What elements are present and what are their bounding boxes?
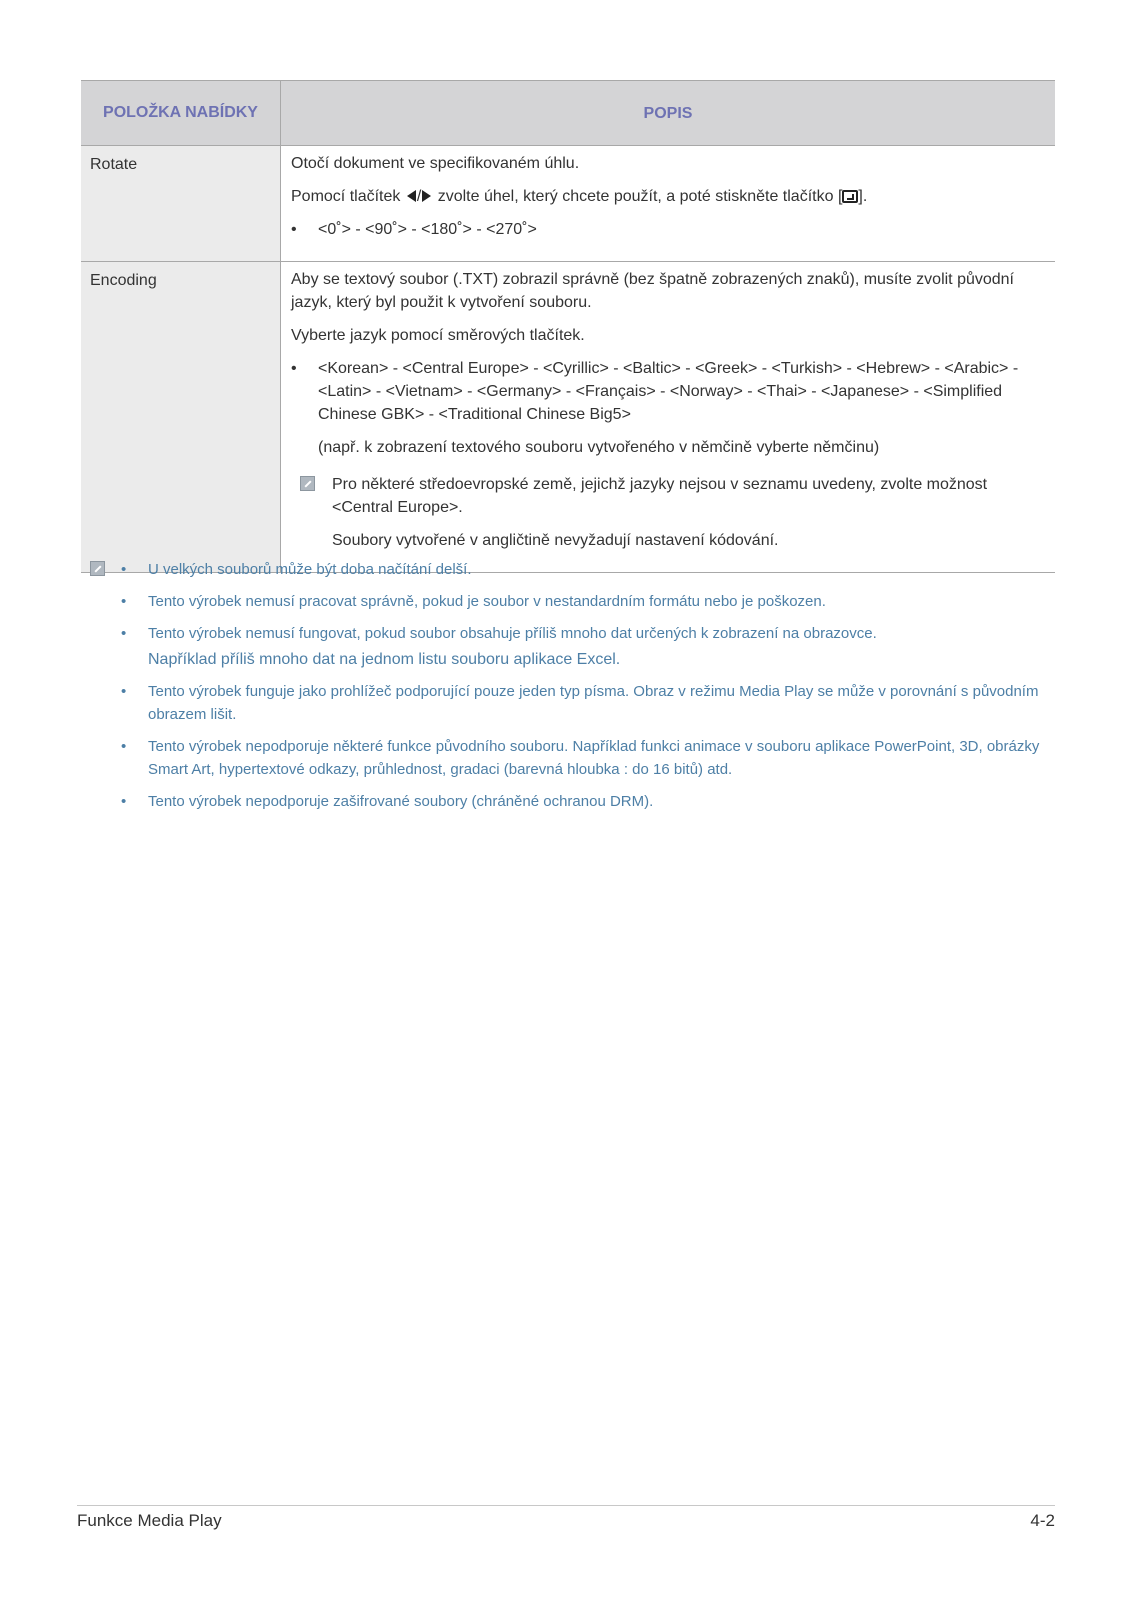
encoding-note-text-1: Pro některé středoevropské země, jejichž jazyky nejsou v seznamu uvedeny, zvolte možnost <Central Europe>. bbox=[332, 476, 988, 516]
bullet-dot: • bbox=[121, 683, 127, 700]
encoding-note bbox=[291, 473, 1045, 552]
notes-section bbox=[90, 558, 1050, 822]
arrow-right-icon bbox=[422, 190, 431, 202]
row-item-rotate: Rotate bbox=[81, 146, 281, 262]
bullet-dot: • bbox=[121, 561, 127, 578]
list-item bbox=[291, 218, 1045, 241]
list-item bbox=[121, 790, 1050, 813]
footer-title: Funkce Media Play bbox=[77, 1511, 222, 1530]
enter-icon bbox=[842, 190, 858, 203]
note-text: U velkých souborů může být doba načítání delší. bbox=[148, 561, 472, 578]
encoding-languages: <Korean> - <Central Europe> - <Cyrillic> - <Baltic> - <Greek> - <Turkish> - <Hebrew> - <Arabic> - <Latin> - <Vietnam> - <Germany> - <Français> - <Norway> - <Thai> - <Japanese> - <Simplified Chinese GBK> - <Traditional Chinese Big5> bbox=[318, 360, 1019, 423]
bullet-dot: • bbox=[121, 738, 127, 755]
menu-table bbox=[81, 80, 1055, 573]
note-text: Tento výrobek nepodporuje některé funkce původního souboru. Například funkci animace v souboru aplikace PowerPoint, 3D, obrázky Smart Art, hypertextové odkazy, průhlednost, gradaci (barevná hloubka : do 16 bitů) atd. bbox=[148, 738, 1040, 778]
table-row-rotate bbox=[81, 146, 1055, 262]
header-description-label: POPIS bbox=[643, 104, 693, 122]
rotate-instruction bbox=[291, 185, 1045, 208]
rotate-desc-text: Otočí dokument ve specifikovaném úhlu. bbox=[291, 155, 580, 172]
arrow-left-icon bbox=[407, 190, 416, 202]
note-text: Tento výrobek nemusí fungovat, pokud soubor obsahuje příliš mnoho dat určených k zobrazení na obrazovce. bbox=[148, 625, 877, 642]
list-item bbox=[121, 558, 1050, 581]
note-text-extra: Například příliš mnoho dat na jednom listu souboru aplikace Excel. bbox=[148, 651, 621, 668]
rotate-instruction-end: ]. bbox=[858, 188, 868, 205]
table-row-encoding bbox=[81, 262, 1055, 573]
rotate-angles: <0˚> - <90˚> - <180˚> - <270˚> bbox=[318, 221, 537, 238]
key-separator: / bbox=[416, 188, 422, 205]
encoding-instruction: Vyberte jazyk pomocí směrových tlačítek. bbox=[291, 327, 585, 344]
note-icon bbox=[90, 561, 105, 576]
header-menu-item bbox=[81, 81, 281, 146]
header-description bbox=[281, 81, 1056, 146]
bullet-dot: • bbox=[121, 593, 127, 610]
row-item-encoding: Encoding bbox=[81, 262, 281, 573]
table-header-row bbox=[81, 81, 1055, 146]
rotate-instruction-part1: Pomocí tlačítek bbox=[291, 188, 405, 205]
list-item bbox=[121, 680, 1050, 726]
note-text: Tento výrobek nemusí pracovat správně, pokud je soubor v nestandardním formátu nebo je poškozen. bbox=[148, 593, 826, 610]
rotate-instruction-part2: zvolte úhel, který chcete použít, a poté stiskněte tlačítko [ bbox=[433, 188, 843, 205]
note-text: Tento výrobek funguje jako prohlížeč podporující pouze jeden typ písma. Obraz v režimu Media Play se může v porovnání s původním obrazem lišit. bbox=[148, 683, 1039, 723]
bullet-dot: • bbox=[121, 793, 127, 810]
note-icon bbox=[300, 476, 315, 491]
list-item bbox=[121, 590, 1050, 613]
footer-divider bbox=[77, 1505, 1055, 1506]
list-item bbox=[121, 622, 1050, 671]
bullet-dot: • bbox=[291, 221, 297, 238]
note-text: Tento výrobek nepodporuje zašifrované soubory (chráněné ochranou DRM). bbox=[148, 793, 654, 810]
list-item bbox=[121, 735, 1050, 781]
bullet-dot: • bbox=[291, 360, 297, 377]
row-desc-encoding bbox=[281, 262, 1056, 573]
list-item bbox=[291, 357, 1045, 459]
encoding-example: (např. k zobrazení textového souboru vytvořeného v němčině vyberte němčinu) bbox=[318, 439, 880, 456]
header-menu-item-label: POLOŽKA NABÍDKY bbox=[103, 104, 258, 121]
notes-list bbox=[90, 558, 1050, 813]
page-number: 4-2 bbox=[1030, 1511, 1055, 1530]
encoding-note-text-2: Soubory vytvořené v angličtině nevyžadují nastavení kódování. bbox=[332, 532, 779, 549]
encoding-desc-text: Aby se textový soubor (.TXT) zobrazil správně (bez špatně zobrazených znaků), musíte zvolit původní jazyk, který byl použit k vytvoření souboru. bbox=[291, 271, 1014, 311]
bullet-dot: • bbox=[121, 625, 127, 642]
row-desc-rotate bbox=[281, 146, 1056, 262]
